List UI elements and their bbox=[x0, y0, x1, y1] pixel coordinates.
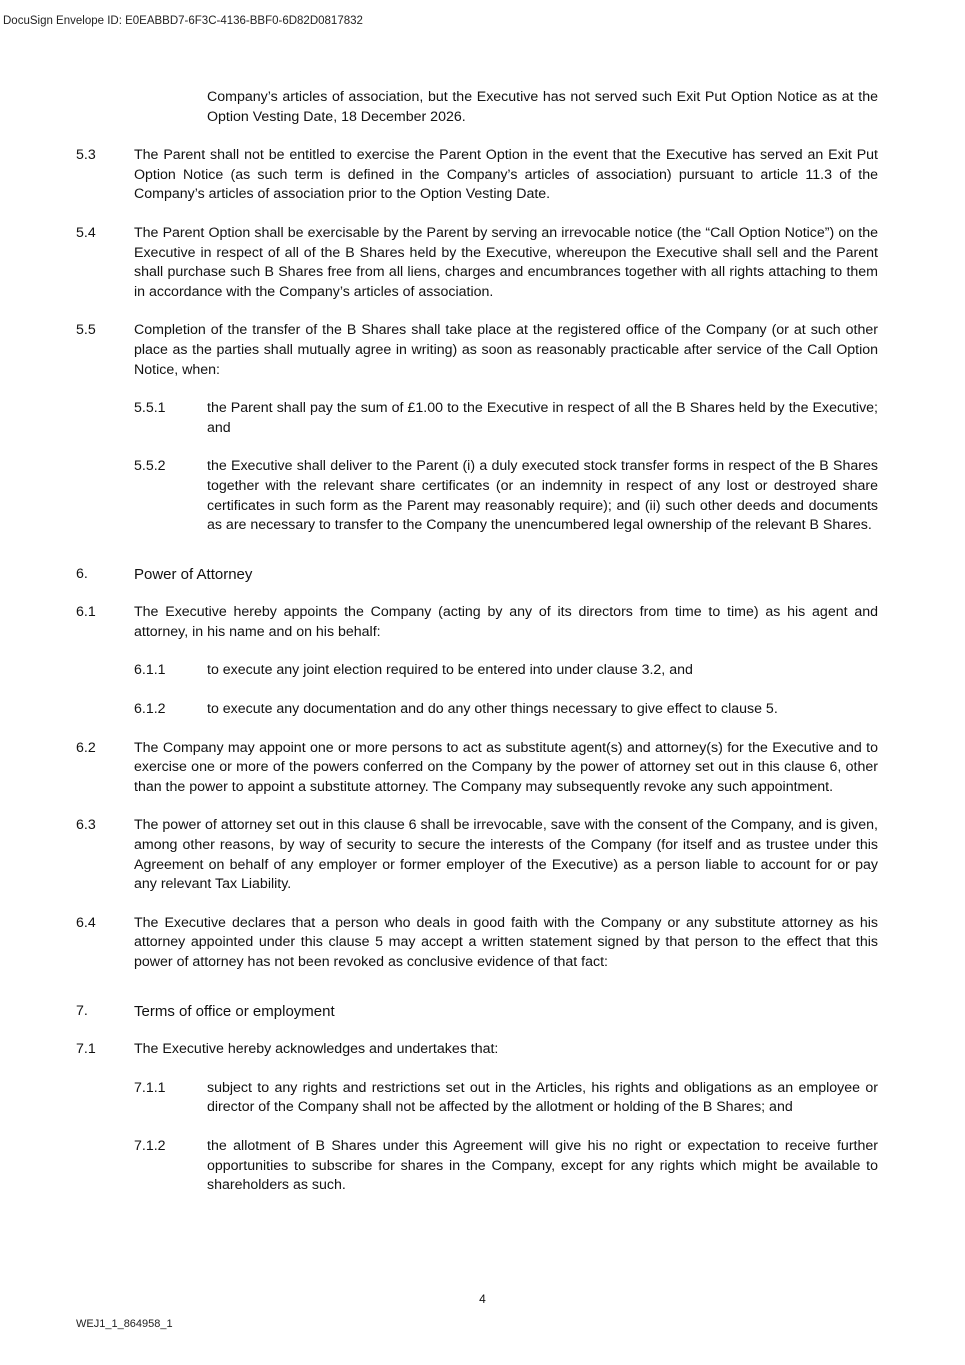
clause-number: 5.4 bbox=[76, 224, 96, 241]
page-number: 4 bbox=[479, 1292, 486, 1306]
heading-7 bbox=[76, 1002, 878, 1022]
heading-number: 7. bbox=[76, 1002, 88, 1019]
subclause-text: the Parent shall pay the sum of £1.00 to the Executive in respect of all the B Shares held by the Executive; and bbox=[207, 400, 878, 436]
clause-text: The Executive declares that a person who deals in good faith with the Company or any substitute attorney as his attorney appointed under this clause 5 may accept a written statement signed by that person to the effect that this power of attorney has not been revoked as conclusive evidence of that fact: bbox=[134, 914, 878, 970]
clause-7-1-1 bbox=[134, 1079, 878, 1118]
clause-number: 5.5 bbox=[76, 322, 96, 339]
heading-6 bbox=[76, 565, 878, 585]
clause-6-3 bbox=[76, 816, 878, 894]
clause-text: The Company may appoint one or more persons to act as substitute agent(s) and attorney(s) for the Executive and to exercise one or more of the powers conferred on the Company by the power of attorney set out in this clause 6, other than the power to appoint a substitute attorney. The Company may subsequently revoke any such appointment. bbox=[134, 739, 878, 795]
clause-7-1 bbox=[76, 1040, 878, 1060]
clause-number: 6.4 bbox=[76, 914, 96, 931]
clause-7-1-2 bbox=[134, 1137, 878, 1196]
clause-6-2 bbox=[76, 739, 878, 798]
document-reference: WEJ1_1_864958_1 bbox=[76, 1318, 173, 1330]
docusign-envelope-id: DocuSign Envelope ID: E0EABBD7-6F3C-4136-BBF0-6D82D0817832 bbox=[3, 15, 363, 27]
heading-title: Terms of office or employment bbox=[134, 1002, 335, 1020]
clause-5-5 bbox=[76, 321, 878, 380]
subclause-text: to execute any documentation and do any other things necessary to give effect to clause 5. bbox=[207, 701, 778, 718]
clause-number: 6.1 bbox=[76, 604, 96, 621]
heading-number: 6. bbox=[76, 565, 88, 582]
subclause-text: subject to any rights and restrictions set out in the Articles, his rights and obligations as an employee or director of the Company shall not be affected by the allotment or holding of the B Shares; and bbox=[207, 1079, 878, 1116]
clause-6-1 bbox=[76, 603, 878, 642]
heading-title: Power of Attorney bbox=[134, 565, 253, 583]
subclause-text: the Executive shall deliver to the Parent (i) a duly executed stock transfer forms in respect of the B Shares together with the relevant share certificates (or an indemnity in respect of any lost or destroyed share certificates in such form as the Parent may reasonably require); and (ii) such other deeds and documents as are necessary to transfer to the Company the unencumbered legal ownership of the relevant B Shares. bbox=[207, 458, 878, 534]
subclause-text: to execute any joint election required to be entered into under clause 3.2, and bbox=[207, 662, 693, 679]
clause-number: 5.3 bbox=[76, 147, 96, 164]
clause-6-1-1 bbox=[134, 661, 878, 681]
clause-5-3 bbox=[76, 146, 878, 205]
subclause-text: the allotment of B Shares under this Agreement will give his no right or expectation to receive further opportunities to subscribe for shares in the Company, except for any rights which might be available to shareholders as such. bbox=[207, 1137, 878, 1194]
subclause-number: 5.5.2 bbox=[134, 458, 166, 475]
clause-text: The Executive hereby acknowledges and undertakes that: bbox=[134, 1041, 499, 1058]
subclause-number: 5.5.1 bbox=[134, 400, 166, 417]
clause-6-1-2 bbox=[134, 700, 878, 720]
clause-text: Completion of the transfer of the B Shares shall take place at the registered office of the Company (or at such other place as the parties shall mutually agree in writing) as soon as reasonably practicable after service of the Call Option Notice, when: bbox=[134, 322, 878, 378]
subclause-number: 7.1.2 bbox=[134, 1137, 166, 1154]
clause-number: 6.3 bbox=[76, 817, 96, 834]
clause-5-5-1 bbox=[134, 399, 878, 438]
clause-number: 6.2 bbox=[76, 739, 96, 756]
clause-5-4 bbox=[76, 224, 878, 302]
clause-6-4 bbox=[76, 914, 878, 973]
subclause-number: 7.1.1 bbox=[134, 1079, 166, 1096]
clause-5-5-2 bbox=[134, 457, 878, 535]
subclause-number: 6.1.2 bbox=[134, 701, 166, 718]
clause-text: The Parent shall not be entitled to exercise the Parent Option in the event that the Executive has served an Exit Put Option Notice (as such term is defined in the Company’s articles of association) pursuant to article 11.3 of the Company’s articles of association prior to the Option Vesting Date. bbox=[134, 147, 878, 203]
document-body bbox=[76, 88, 878, 1196]
clause-text: The Executive hereby appoints the Company (acting by any of its directors from time to time) as his agent and attorney, in his name and on his behalf: bbox=[134, 604, 878, 640]
continuation-paragraph: Company’s articles of association, but the Executive has not served such Exit Put Option Notice as at the Option Vesting Date, 18 December 2026. bbox=[207, 89, 878, 125]
clause-number: 7.1 bbox=[76, 1041, 96, 1058]
subclause-number: 6.1.1 bbox=[134, 662, 166, 679]
clause-text: The Parent Option shall be exercisable by the Parent by serving an irrevocable notice (the “Call Option Notice”) on the Executive in respect of all of the B Shares held by the Executive, whereupon the Executive shall sell and the Parent shall purchase such B Shares free from all liens, charges and encumbrances together with all rights attaching to them in accordance with the Company’s articles of association. bbox=[134, 224, 878, 300]
clause-text: The power of attorney set out in this clause 6 shall be irrevocable, save with the consent of the Company, and is given, among other reasons, by way of security to secure the interests of the Company (for itself and as trustee under this Agreement on behalf of any employer or former employer of the Executive) as a person liable to account for or pay any relevant Tax Liability. bbox=[134, 817, 878, 893]
